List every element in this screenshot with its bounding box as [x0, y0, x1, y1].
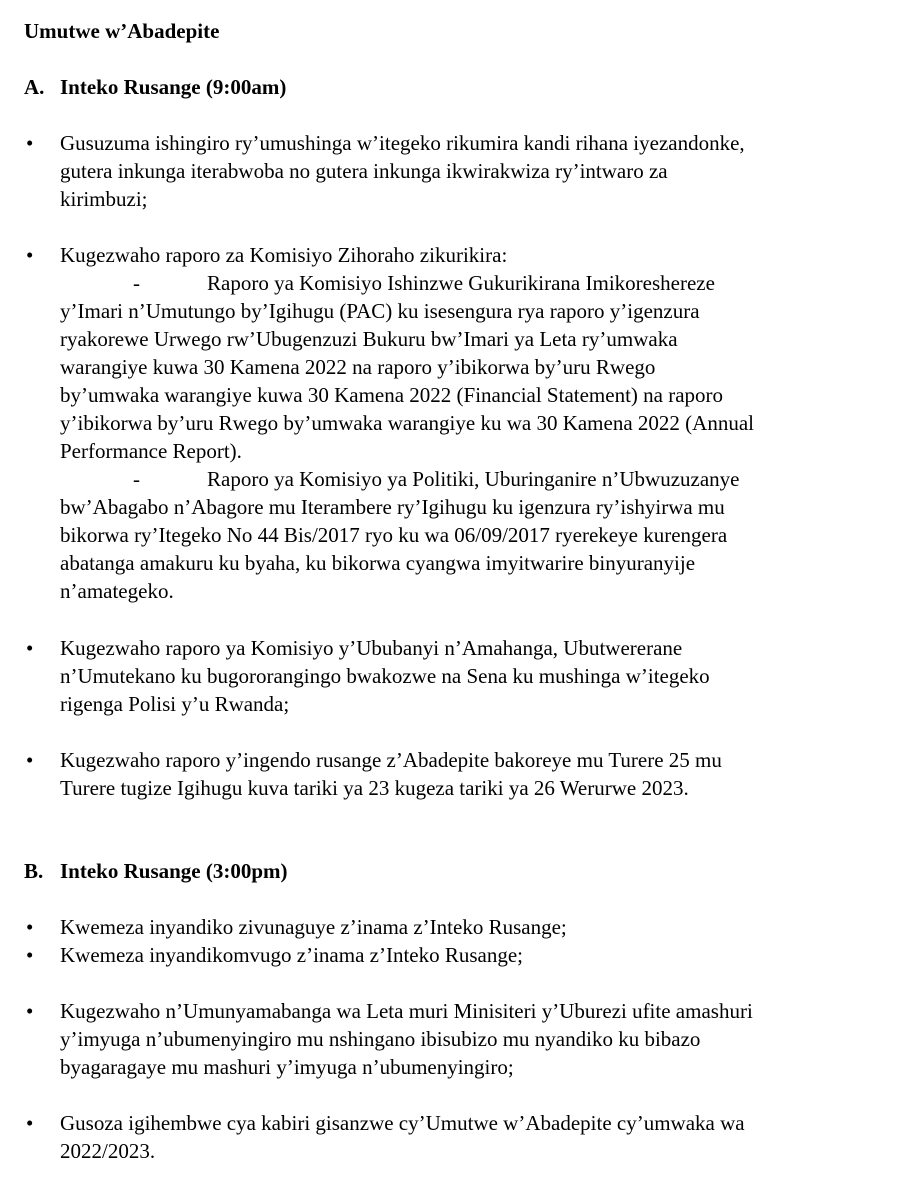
list-item-line: Gusoza igihembwe cya kabiri gisanzwe cy’Umutwe w’Abadepite cy’umwaka wa — [60, 1111, 745, 1135]
list-item-line: y’imyuga n’ubumenyingiro mu nshingano ibisubizo mu nyandiko ku bibazo — [60, 1027, 701, 1051]
subitem-line: n’amategeko. — [60, 579, 174, 603]
dash-marker: - — [133, 271, 140, 295]
list-item-line: rigenga Polisi y’u Rwanda; — [60, 692, 290, 716]
bullet-icon: • — [26, 943, 34, 967]
list-item-line: Gusuzuma ishingiro ry’umushinga w’itegeko rikumira kandi rihana iyezandonke, — [60, 131, 745, 155]
subitem-line: ryakorewe Urwego rw’Ubugenzuzi Bukuru bw’Imari ya Leta ry’umwaka — [60, 327, 678, 351]
subitem-line: Performance Report). — [60, 439, 242, 463]
bullet-icon: • — [26, 915, 34, 939]
list-item-line: gutera inkunga iterabwoba no gutera inkunga ikwirakwiza ry’intwaro za — [60, 159, 668, 183]
list-item-line: kirimbuzi; — [60, 187, 148, 211]
bullet-icon: • — [26, 243, 34, 267]
dash-marker: - — [133, 467, 140, 491]
list-item-line: Turere tugize Igihugu kuva tariki ya 23 kugeza tariki ya 26 Werurwe 2023. — [60, 776, 689, 800]
list-item-line: Kugezwaho raporo ya Komisiyo y’Ububanyi n’Amahanga, Ubutwererane — [60, 636, 683, 660]
bullet-icon: • — [26, 999, 34, 1023]
list-item-line: byagaragaye mu mashuri y’imyuga n’ubumenyingiro; — [60, 1055, 514, 1079]
list-item-line: Kugezwaho raporo za Komisiyo Zihoraho zikurikira: — [60, 243, 508, 267]
list-item-line: 2022/2023. — [60, 1139, 156, 1163]
subitem-line: y’Imari n’Umutungo by’Igihugu (PAC) ku isesengura rya raporo y’igenzura — [60, 299, 700, 323]
section-b-heading: Inteko Rusange (3:00pm) — [60, 859, 288, 883]
list-item-line: Kugezwaho n’Umunyamabanga wa Leta muri Minisiteri y’Uburezi ufite amashuri — [60, 999, 753, 1023]
section-a-letter: A. — [24, 75, 45, 99]
subitem-line: y’ibikorwa by’uru Rwego by’umwaka warangiye ku wa 30 Kamena 2022 (Annual — [60, 411, 754, 435]
subitem-line: bikorwa ry’Itegeko No 44 Bis/2017 ryo ku wa 06/09/2017 ryerekeye kurengera — [60, 523, 728, 547]
list-item-line: Kwemeza inyandiko zivunaguye z’inama z’Inteko Rusange; — [60, 915, 567, 939]
subitem-line: bw’Abagabo n’Abagore mu Iterambere ry’Igihugu ku igenzura ry’ishyirwa mu — [60, 495, 725, 519]
bullet-icon: • — [26, 1111, 34, 1135]
list-item-line: n’Umutekano ku bugororangingo bwakozwe na Sena ku mushinga w’itegeko — [60, 664, 710, 688]
bullet-icon: • — [26, 748, 34, 772]
bullet-icon: • — [26, 131, 34, 155]
bullet-icon: • — [26, 636, 34, 660]
section-a-heading: Inteko Rusange (9:00am) — [60, 75, 287, 99]
subitem-line: abatanga amakuru ku byaha, ku bikorwa cyangwa imyitwarire binyuranyije — [60, 551, 696, 575]
subitem-first-line: Raporo ya Komisiyo Ishinzwe Gukurikirana Imikoreshereze — [207, 271, 715, 295]
section-b-letter: B. — [24, 859, 44, 883]
subitem-first-line: Raporo ya Komisiyo ya Politiki, Uburinganire n’Ubwuzuzanye — [207, 467, 740, 491]
list-item-line: Kwemeza inyandikomvugo z’inama z’Inteko Rusange; — [60, 943, 524, 967]
subitem-line: by’umwaka warangiye kuwa 30 Kamena 2022 (Financial Statement) na raporo — [60, 383, 724, 407]
list-item-line: Kugezwaho raporo y’ingendo rusange z’Abadepite bakoreye mu Turere 25 mu — [60, 748, 722, 772]
subitem-line: warangiye kuwa 30 Kamena 2022 na raporo y’ibikorwa by’uru Rwego — [60, 355, 656, 379]
document-title: Umutwe w’Abadepite — [24, 19, 220, 43]
